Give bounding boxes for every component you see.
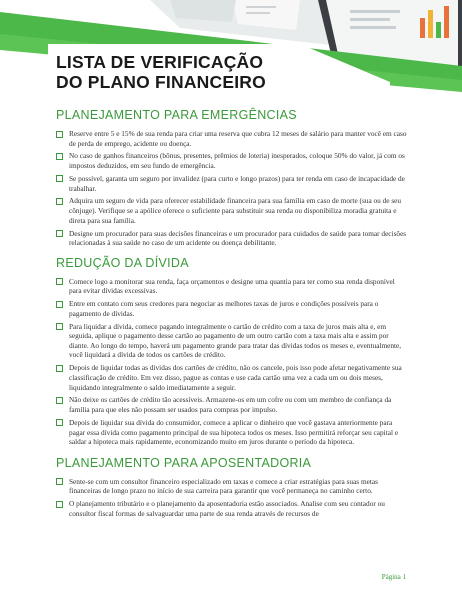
checkbox[interactable] [56, 230, 63, 237]
list-item [56, 395, 408, 414]
item-text: Designe um procurador para suas decisões financeiras e um procurador para cuidados de saúde para tomar decisões relacionadas à sua saúde no caso de um acidente ou doença debilitante. [69, 228, 407, 248]
checkbox[interactable] [56, 131, 63, 138]
list-item [56, 499, 408, 518]
list-item [56, 229, 408, 248]
list-item [56, 299, 408, 318]
item-text: Depois de liquidar todas as dívidas dos cartões de crédito, não os cancele, pois isso pode afetar negativamente sua classificação de crédito. Em vez disso, pague as contas e use cada cartão uma vez a cada um ou dois meses, liquidando integralmente o saldo imediatamente a seguir. [69, 363, 402, 392]
item-text: Sente-se com um consultor financeiro especializado em taxas e comece a criar estratégias para suas metas financeiras de longo prazo no início de sua carreira para garantir que você permaneça no caminho certo. [69, 476, 378, 496]
checkbox[interactable] [56, 278, 63, 285]
section-heading-emergencias: PLANEJAMENTO PARA EMERGÊNCIAS [56, 108, 297, 122]
checklist-divida [56, 277, 408, 447]
page-bottom [0, 590, 462, 600]
checkbox[interactable] [56, 323, 63, 330]
item-text: Comece logo a monitorar sua renda, faça orçamentos e designe uma quantia para ter como sua renda disponível para evitar dívidas excessivas. [69, 276, 395, 296]
list-item [56, 277, 408, 296]
section-heading-aposentadoria: PLANEJAMENTO PARA APOSENTADORIA [56, 455, 312, 470]
checklist-content [56, 108, 408, 522]
checkbox[interactable] [56, 397, 63, 404]
checkbox[interactable] [56, 198, 63, 205]
list-item [56, 196, 408, 225]
list-item [56, 151, 408, 170]
checkbox[interactable] [56, 501, 63, 508]
section-heading-divida: REDUÇÃO DA DÍVIDA [56, 255, 189, 270]
title-line-1: LISTA DE VERIFICAÇÃO [56, 52, 264, 72]
header-banner [0, 0, 462, 108]
item-text: O planejamento tributário e o planejamento da aposentadoria estão associados. Analise com seu contador ou consultor fiscal formas de salvaguardar uma parte de sua renda através de recursos de [69, 499, 385, 518]
item-text: Se possível, garanta um seguro por invalidez (para curto e longo prazos) para ter renda em caso de incapacidade de trabalhar. [69, 173, 405, 193]
page-title [56, 52, 266, 92]
item-text: Para liquidar a dívida, comece pagando integralmente o cartão de crédito com a taxa de juros mais alta e, em seguida, aplique o pagamento desse cartão ao pagamento de um outro cartão com a taxa mais alta e assim por diante. Ao longo do tempo, haverá um pagamento grande para tratar das dívidas todos os meses e, eventualmente, você liquidará a dívida de todos os cartões de crédito. [69, 321, 402, 360]
list-item [56, 418, 408, 447]
item-text: Entre em contato com seus credores para negociar as melhores taxas de juros e condições possíveis para o pagamento de dívidas. [69, 299, 379, 318]
title-line-2: DO PLANO FINANCEIRO [56, 72, 266, 92]
checkbox[interactable] [56, 175, 63, 182]
item-text: Não deixe os cartões de crédito tão acessíveis. Armazene-os em um cofre ou com um membro de confiança da família para que eles não possam ser usados para compras por impulso. [69, 395, 392, 415]
checklist-emergencias [56, 129, 408, 248]
checkbox[interactable] [56, 419, 63, 426]
checklist-aposentadoria [56, 477, 408, 519]
checkbox[interactable] [56, 478, 63, 485]
list-item [56, 322, 408, 360]
checkbox[interactable] [56, 153, 63, 160]
checkbox[interactable] [56, 301, 63, 308]
list-item [56, 363, 408, 392]
item-text: Depois de liquidar sua dívida do consumidor, comece a aplicar o dinheiro que você gastava anteriormente para pagar essa dívida como pagamento principal de sua hipoteca todos os meses. Isso permitirá reforçar seu capital e saldar a hipoteca mais rapidamente, economizando muito em juros durante o período da hipoteca. [69, 417, 399, 447]
list-item [56, 174, 408, 193]
list-item [56, 129, 408, 148]
checkbox[interactable] [56, 365, 63, 372]
item-text: Adquira um seguro de vida para oferecer estabilidade financeira para sua família em caso de morte (sua ou de seu cônjuge). Verifique se a apólice oferece o suficiente para substituir sua renda ou disponibiliza moradia gratuita e direta para sua família. [69, 196, 402, 225]
page-number: Página 1 [381, 573, 406, 581]
item-text: No caso de ganhos financeiros (bônus, presentes, prêmios de loteria) inesperados, coloque 50% do valor, já com os impostos deduzidos, em seu fundo de emergência. [69, 151, 405, 171]
list-item [56, 477, 408, 496]
item-text: Reserve entre 5 e 15% de sua renda para criar uma reserva que cubra 12 meses de salário para manter você em caso de perda de emprego, acidente ou doença. [69, 129, 407, 148]
